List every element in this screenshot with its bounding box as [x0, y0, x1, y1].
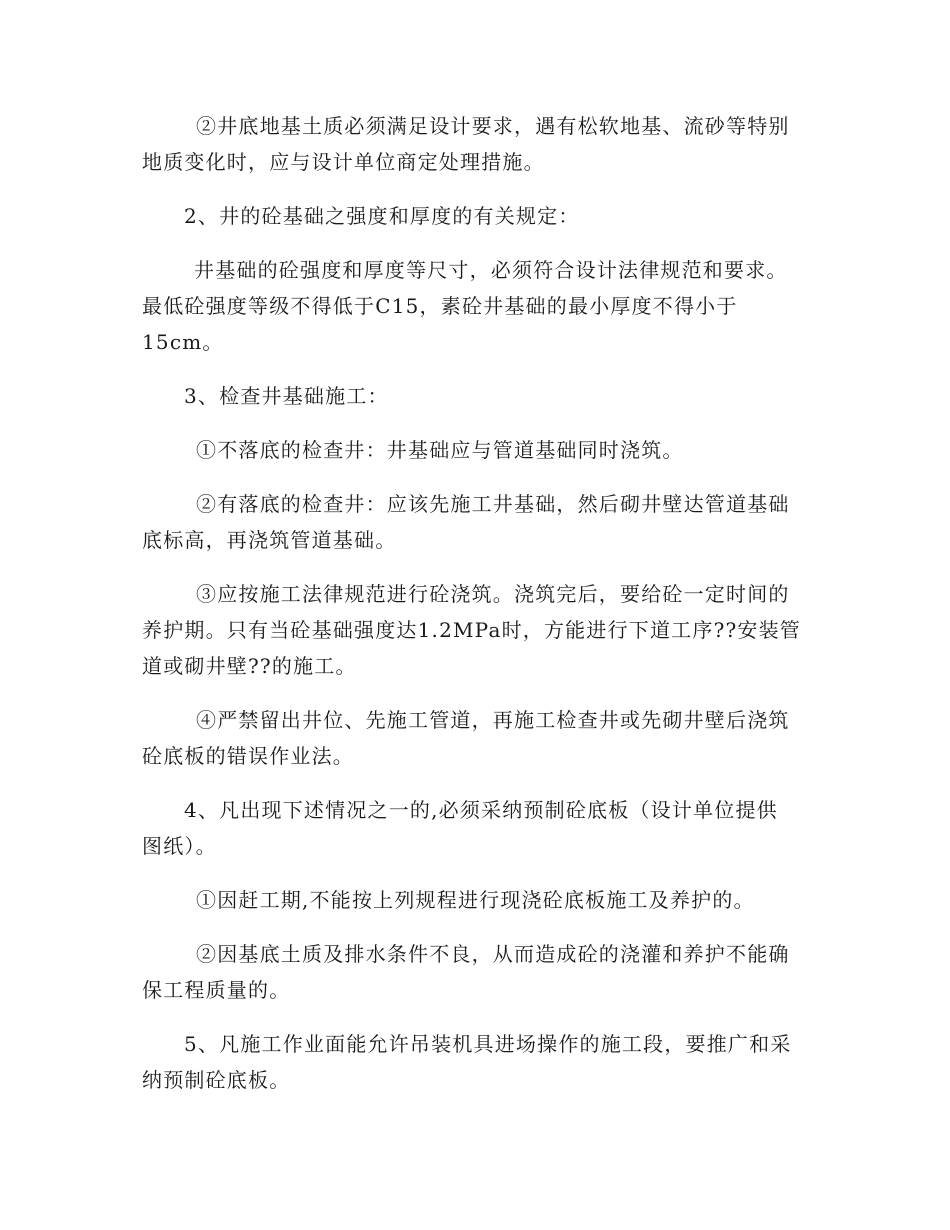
- text-line: 4、凡出现下述情况之一的,必须采纳预制砼底板（设计单位提供: [184, 798, 778, 822]
- heading-inspection-well-foundation: [142, 378, 812, 414]
- text-line: ③应按施工法律规范进行砼浇筑。浇筑完后，要给砼一定时间的: [196, 582, 790, 606]
- text-line: 2、井的砼基础之强度和厚度的有关规定：: [184, 204, 580, 228]
- text-line: 3、检查井基础施工：: [184, 384, 389, 408]
- paragraph-schedule-condition: [142, 882, 812, 918]
- text-line: 地质变化时，应与设计单位商定处理措施。: [142, 150, 545, 174]
- document-body: [142, 108, 812, 1116]
- text-line: 5、凡施工作业面能允许吊装机具进场操作的施工段，要推广和采: [184, 1032, 792, 1056]
- paragraph-subsoil-requirement: [142, 108, 812, 180]
- text-line: ①不落底的检查井：井基础应与管道基础同时浇筑。: [196, 438, 684, 462]
- text-line: 井基础的砼强度和厚度等尺寸，必须符合设计法律规范和要求。: [194, 258, 788, 282]
- text-line: ②井底地基土质必须满足设计要求，遇有松软地基、流砂等特别: [196, 114, 790, 138]
- text-line: 最低砼强度等级不得低于C15，素砼井基础的最小厚度不得小于: [142, 294, 738, 318]
- text-line: 15cm。: [142, 330, 224, 354]
- paragraph-precast-conditions: [142, 792, 812, 864]
- text-line: 养护期。只有当砼基础强度达1.2MPa时，方能进行下道工序??安装管: [142, 618, 802, 642]
- text-line: 保工程质量的。: [142, 978, 291, 1002]
- text-line: 纳预制砼底板。: [142, 1068, 291, 1092]
- paragraph-bottom-well: [142, 486, 812, 558]
- text-line: ④严禁留出井位、先施工管道，再施工检查井或先砌井壁后浇筑: [196, 708, 790, 732]
- text-line: ②有落底的检查井：应该先施工井基础，然后砌井壁达管道基础: [196, 492, 790, 516]
- text-line: ②因基底土质及排水条件不良，从而造成砼的浇灌和养护不能确: [196, 942, 790, 966]
- paragraph-soil-condition: [142, 936, 812, 1008]
- text-line: 砼底板的错误作业法。: [142, 744, 354, 768]
- paragraph-promote-precast: [142, 1026, 812, 1098]
- heading-foundation-strength: [142, 198, 812, 234]
- text-line: ①因赶工期,不能按上列规程进行现浇砼底板施工及养护的。: [196, 888, 755, 912]
- paragraph-foundation-strength: [142, 252, 812, 360]
- text-line: 底标高，再浇筑管道基础。: [142, 528, 397, 552]
- paragraph-concrete-pouring: [142, 576, 812, 684]
- paragraph-no-bottom-well: [142, 432, 812, 468]
- text-line: 道或砌井壁??的施工。: [142, 654, 357, 678]
- text-line: 图纸）。: [142, 834, 217, 858]
- paragraph-prohibited-practice: [142, 702, 812, 774]
